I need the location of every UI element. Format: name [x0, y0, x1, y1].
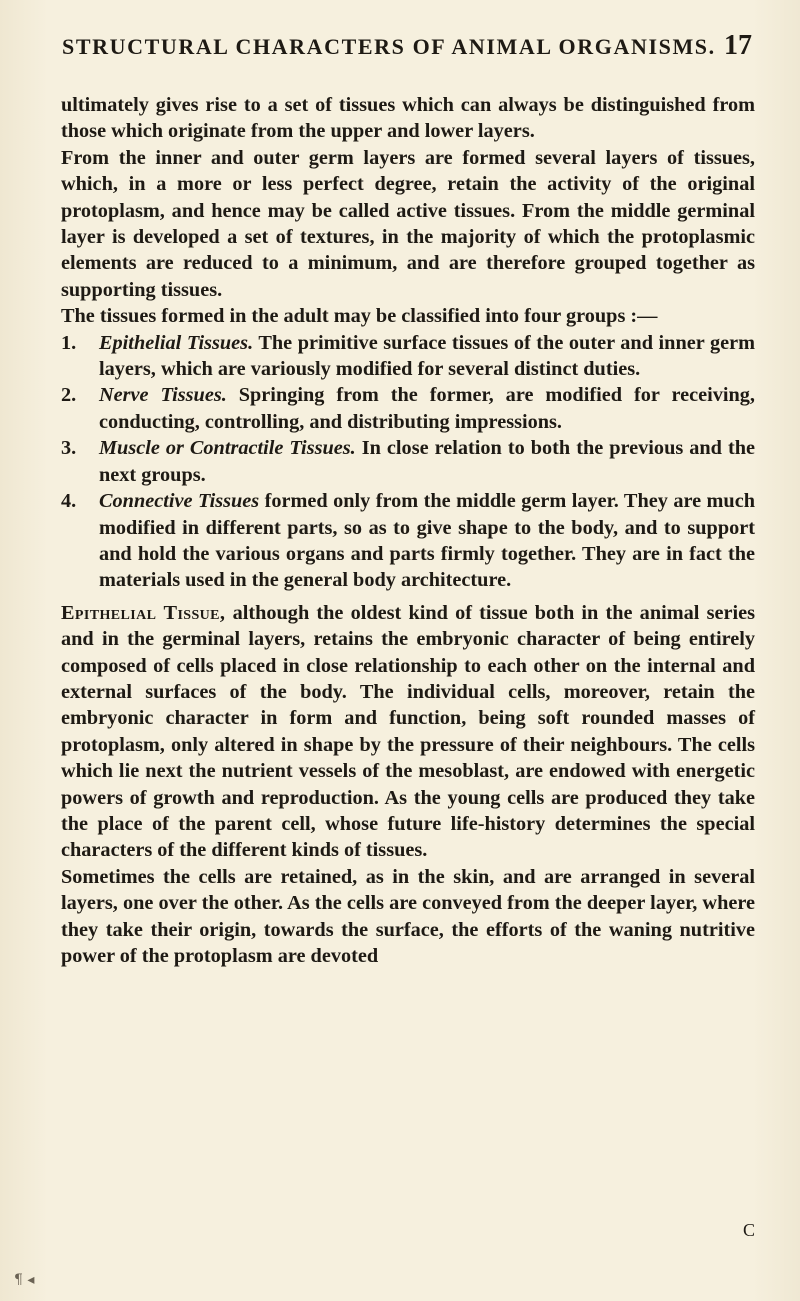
- list-item: [61, 435, 755, 488]
- paragraph-3: The tissues formed in the adult may be classified into four groups :—: [61, 305, 658, 328]
- list-number: 2.: [61, 384, 77, 407]
- tissue-groups-list: [61, 330, 755, 594]
- paragraph-1: ultimately gives rise to a set of tissues which can always be distinguished from those which originate from the upper and lower layers.: [61, 94, 755, 143]
- list-item: [61, 330, 755, 383]
- paragraph-epithelial: [61, 600, 755, 864]
- list-item: [61, 382, 755, 435]
- section-lead-term: Epithelial Tissue,: [61, 601, 226, 624]
- list-number: 1.: [61, 331, 77, 354]
- page-number: 17: [724, 30, 752, 61]
- list-item-title: Nerve Tissues.: [99, 384, 227, 407]
- list-item-title: Epithelial Tissues.: [99, 331, 254, 354]
- list-item-title: Muscle or Contractile Tissues.: [99, 437, 356, 460]
- page-body: [61, 92, 755, 969]
- list-item-text: Springing from the former, are modified for receiving, conducting, controlling, and distributing impressions.: [99, 384, 755, 433]
- page-header: [62, 28, 752, 64]
- running-head: STRUCTURAL CHARACTERS OF ANIMAL ORGANISMS.: [62, 34, 716, 59]
- list-item: [61, 488, 755, 594]
- list-number: 3.: [61, 437, 77, 460]
- list-item-text: formed only from the middle germ layer. They are much modified in different parts, so as to give shape to the body, and to support and hold the various organs and parts firmly together. They are in fact the materials used in the general body architecture.: [99, 490, 755, 592]
- list-item-title: Connective Tissues: [99, 490, 260, 513]
- list-item-text: The primitive surface tissues of the outer and inner germ layers, which are variously modified for several distinct duties.: [99, 331, 755, 381]
- paragraph-epithelial-text: although the oldest kind of tissue both in the animal series and in the germinal layers, retains the embryonic character of being entirely composed of cells placed in close relationship to each other on the internal and external surfaces of the body. The individual cells, moreover, retain the embryonic character in form and function, being soft rounded masses of protoplasm, only altered in shape by the pressure of their neighbours. The cells which lie next the nutrient vessels of the mesoblast, are endowed with energetic powers of growth and reproduction. As the young cells are produced they take the place of the parent cell, whose future life-history determines the special characters of the different kinds of tissues.: [61, 601, 755, 862]
- margin-mark: ¶ ◂: [14, 1272, 35, 1288]
- signature-mark: C: [742, 1220, 755, 1240]
- list-item-text: In close relation to both the previous and the next groups.: [99, 437, 755, 486]
- paragraph-5: Sometimes the cells are retained, as in the skin, and are arranged in several layers, one over the other. As the cells are conveyed from the deeper layer, where they take their origin, towards the surface, the efforts of the waning nutritive power of the protoplasm are devoted: [61, 865, 755, 967]
- paragraph-2: From the inner and outer germ layers are formed several layers of tissues, which, in a more or less perfect degree, retain the activity of the original protoplasm, and hence may be called active tissues. From the middle germinal layer is developed a set of textures, in the majority of which the protoplasmic elements are reduced to a minimum, and are therefore grouped together as supporting tissues.: [61, 146, 755, 301]
- list-number: 4.: [61, 490, 77, 513]
